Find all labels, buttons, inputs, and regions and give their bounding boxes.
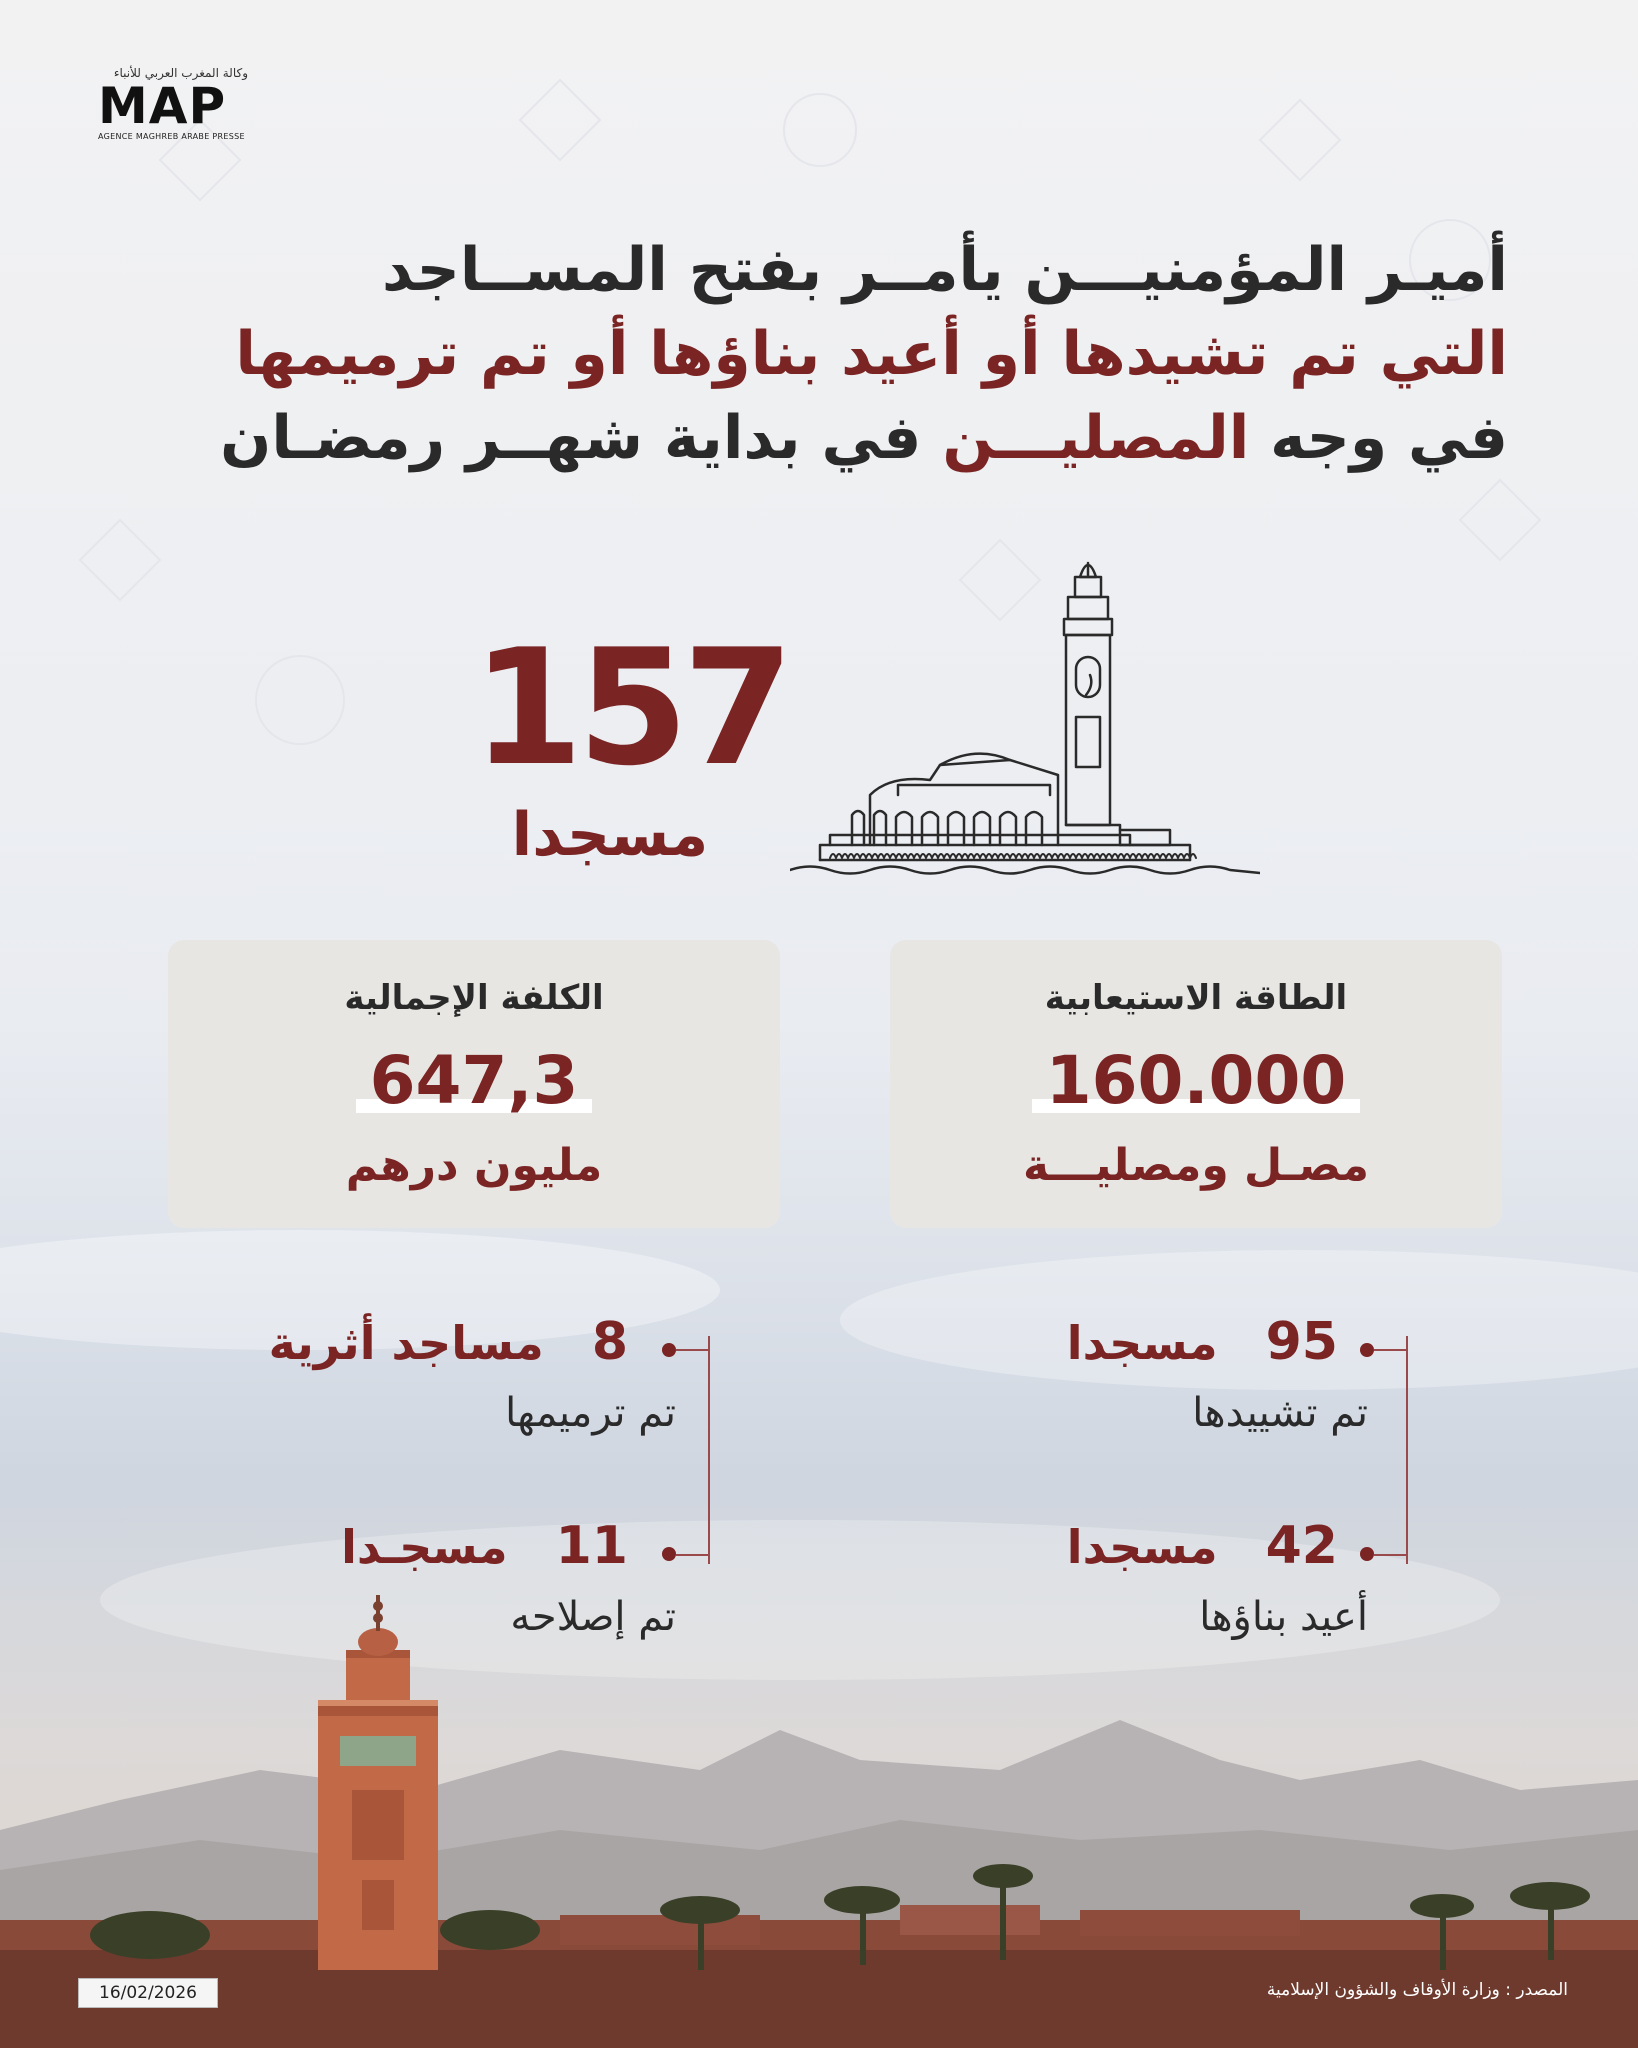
title-line-3-part-3: في بداية شهــر رمضـان	[220, 403, 943, 473]
right-list-tick-2	[1374, 1554, 1408, 1556]
logo-name: MAP	[98, 77, 227, 135]
item-built-number: 95	[1265, 1312, 1338, 1372]
title-line-2: التي تم تشيدها أو أعيد بناؤها أو تم ترميمها	[235, 319, 1508, 389]
capacity-label: الطاقة الاستيعابية	[1044, 978, 1348, 1018]
item-rebuilt	[1067, 1516, 1338, 1577]
item-repaired-desc: تم إصلاحه	[510, 1594, 676, 1640]
item-rebuilt-number: 42	[1265, 1516, 1338, 1576]
city-skyline	[0, 1905, 1638, 2048]
title-line-1: أميـر المؤمنيـــن يأمــر بفتح المســاجد	[382, 235, 1508, 305]
bullet-dot	[1360, 1343, 1374, 1357]
bullet-dot	[1360, 1547, 1374, 1561]
item-rebuilt-desc: أعيد بناؤها	[1199, 1594, 1368, 1640]
cost-unit: مليون درهم	[345, 1140, 603, 1191]
cost-value-text: 647,3	[356, 1042, 593, 1119]
item-built	[1067, 1312, 1338, 1373]
cost-box	[168, 940, 780, 1228]
left-list-connector	[708, 1336, 710, 1564]
item-repaired-number: 11	[555, 1516, 628, 1576]
page-title	[88, 228, 1508, 480]
capacity-value-text: 160.000	[1032, 1042, 1361, 1119]
item-built-unit: مسجدا	[1066, 1316, 1218, 1370]
left-list-tick-1	[676, 1349, 710, 1351]
mosque-line-art-icon	[790, 545, 1260, 880]
capacity-value	[890, 1042, 1502, 1119]
item-restored-unit: مساجد أثرية	[268, 1316, 544, 1370]
headline-unit: مسجدا	[511, 800, 709, 870]
item-restored-desc: تم ترميمها	[505, 1390, 676, 1436]
item-repaired	[341, 1516, 628, 1577]
bullet-dot	[662, 1547, 676, 1561]
title-line-3	[88, 396, 1508, 480]
publication-date: 16/02/2026	[78, 1978, 218, 2008]
item-restored-number: 8	[591, 1312, 628, 1372]
right-list-tick-1	[1374, 1349, 1408, 1351]
item-built-desc: تم تشييدها	[1192, 1390, 1368, 1436]
cost-label: الكلفة الإجمالية	[344, 978, 604, 1018]
capacity-box	[890, 940, 1502, 1228]
item-restored	[269, 1312, 628, 1373]
cost-value	[168, 1042, 780, 1119]
logo-arabic-text: وكالة المغرب العربي للأنباء	[113, 66, 248, 80]
title-line-3-part-2: المصليـــن	[942, 403, 1250, 473]
right-list-connector	[1406, 1336, 1408, 1564]
source-note: المصدر : وزارة الأوقاف والشؤون الإسلامية	[1266, 1980, 1568, 2000]
item-rebuilt-unit: مسجدا	[1066, 1520, 1218, 1574]
item-repaired-unit: مسجـدا	[341, 1520, 508, 1574]
left-list-tick-2	[676, 1554, 710, 1556]
clouds	[0, 1230, 1638, 1680]
bullet-dot	[662, 1343, 676, 1357]
logo-french-text: AGENCE MAGHREB ARABE PRESSE	[98, 132, 245, 141]
map-logo	[98, 66, 258, 142]
headline-value: 157	[472, 614, 788, 801]
title-line-3-part-1: في وجه	[1249, 403, 1508, 473]
capacity-unit: مصـل ومصليـــة	[1023, 1140, 1369, 1191]
